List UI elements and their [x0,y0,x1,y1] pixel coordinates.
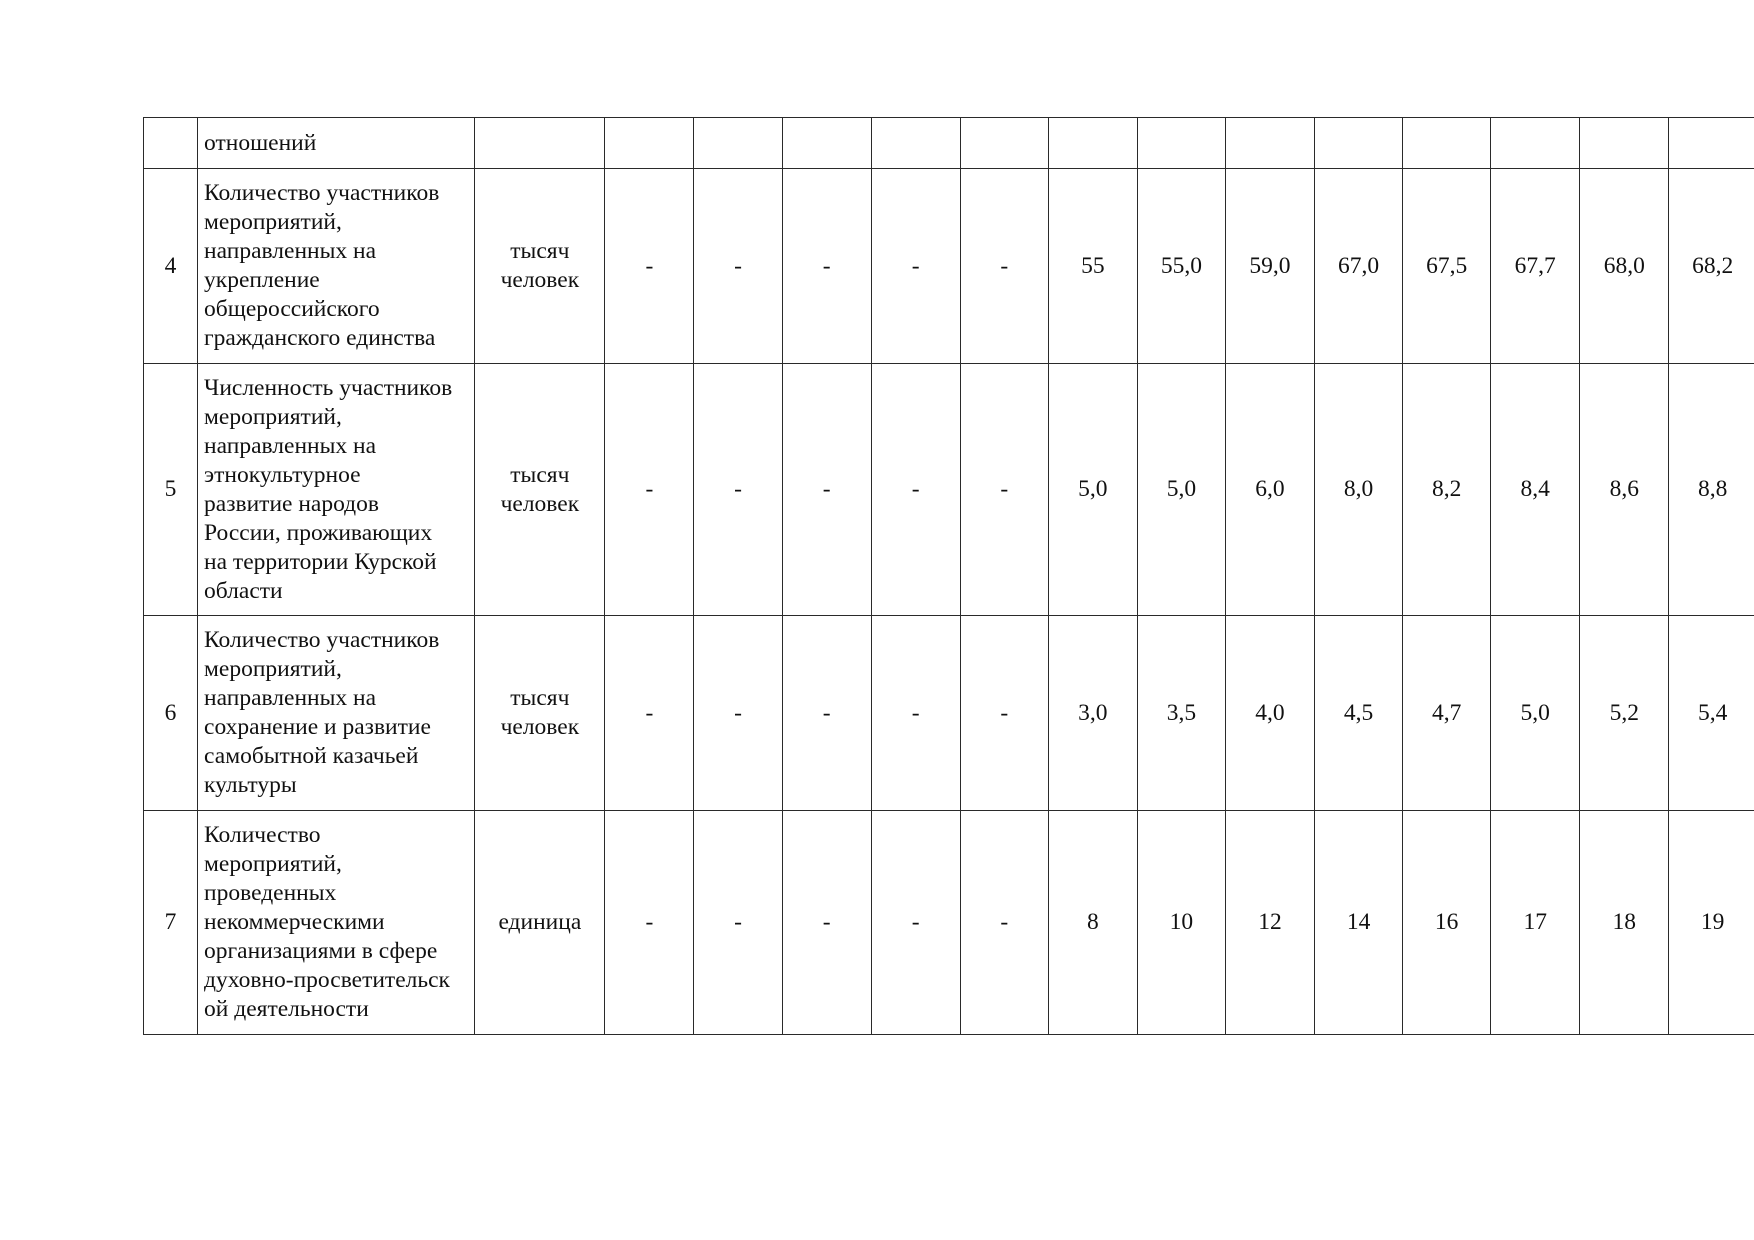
table-row [144,169,1754,364]
value-cell: - [960,811,1048,1035]
value-cell [605,118,694,169]
value-cell [694,118,782,169]
indicator-name-line: направленных на [204,685,377,711]
indicator-name-line: отношений [204,129,317,156]
value-cell: 4,7 [1403,616,1491,811]
value-cell: 8,6 [1580,364,1669,616]
value-cell [1315,118,1403,169]
unit-line: тысяч [510,461,570,488]
value-cell: 5,4 [1669,616,1754,811]
unit-line: тысяч [510,238,570,264]
value-cell [871,118,960,169]
indicator-name-line: развитие народов [204,490,379,517]
indicator-name [198,616,475,811]
row-number: 4 [144,169,198,364]
value-cell: 67,7 [1491,169,1580,364]
indicator-name [198,118,475,169]
indicator-name-line: мероприятий, [204,403,342,430]
value-cell [960,118,1048,169]
value-cell: - [782,616,871,811]
table-row [144,616,1754,811]
indicator-name-line: самобытной казачьей [204,743,419,769]
indicator-name-line: направленных на [204,238,377,264]
value-cell: 16 [1403,811,1491,1035]
indicator-name [198,364,475,616]
value-cell: - [694,616,782,811]
value-cell [1403,118,1491,169]
indicator-name-line: духовно-просветительск [204,967,450,993]
indicator-name-line: гражданского единства [204,325,436,351]
value-cell [1669,118,1754,169]
value-cell: 4,0 [1225,616,1314,811]
indicator-name-line: направленных на [204,432,377,459]
value-cell: - [871,811,960,1035]
value-cell: 67,5 [1403,169,1491,364]
unit-of-measure [475,364,605,616]
value-cell: 5,0 [1048,364,1137,616]
value-cell: - [782,811,871,1035]
indicator-name-line: общероссийского [204,296,380,322]
indicator-name-line: некоммерческими [204,909,385,935]
indicator-name [198,169,475,364]
unit-of-measure [475,616,605,811]
value-cell: 8 [1048,811,1137,1035]
indicator-name-line: Количество [204,822,321,848]
value-cell: 10 [1137,811,1225,1035]
table-row [144,364,1754,616]
indicator-name-line: на территории Курской [204,548,437,575]
value-cell: 4,5 [1315,616,1403,811]
value-cell: 3,5 [1137,616,1225,811]
value-cell: 12 [1225,811,1314,1035]
value-cell [1580,118,1669,169]
indicator-name-line: России, проживающих [204,519,433,546]
value-cell: - [605,811,694,1035]
value-cell: 8,8 [1669,364,1754,616]
value-cell: 8,4 [1491,364,1580,616]
unit-line: человек [500,267,580,293]
value-cell: 68,2 [1669,169,1754,364]
value-cell: 55,0 [1137,169,1225,364]
value-cell [782,118,871,169]
value-cell: 5,2 [1580,616,1669,811]
indicator-name-line: этнокультурное [204,461,361,488]
value-cell: - [605,616,694,811]
value-cell: - [960,364,1048,616]
value-cell: 67,0 [1315,169,1403,364]
value-cell: - [782,169,871,364]
value-cell: 6,0 [1225,364,1314,616]
row-number: 5 [144,364,198,616]
value-cell [1048,118,1137,169]
value-cell: 8,2 [1403,364,1491,616]
value-cell: - [960,169,1048,364]
value-cell: - [871,169,960,364]
indicator-name-line: области [204,577,283,604]
indicator-name-line: мероприятий, [204,851,342,877]
unit-of-measure [475,118,605,169]
value-cell: 68,0 [1580,169,1669,364]
unit-line: тысяч [510,685,570,711]
value-cell: 19 [1669,811,1754,1035]
value-cell: - [694,169,782,364]
unit-line: человек [500,714,580,740]
table-row [144,118,1754,169]
indicator-name-line: Количество участников [204,180,440,206]
value-cell: 14 [1315,811,1403,1035]
value-cell: - [960,616,1048,811]
indicator-name-line: мероприятий, [204,209,342,235]
indicator-name-line: организациями в сфере [204,938,438,964]
table-row [144,811,1754,1035]
indicator-name-line: Количество участников [204,627,440,653]
row-number [144,118,198,169]
value-cell: 3,0 [1048,616,1137,811]
value-cell: 5,0 [1491,616,1580,811]
value-cell: 8,0 [1315,364,1403,616]
indicator-name-line: Численность участников [204,374,453,401]
value-cell: 17 [1491,811,1580,1035]
value-cell: - [871,616,960,811]
value-cell: 5,0 [1137,364,1225,616]
indicator-name-line: укрепление [204,267,320,293]
value-cell: - [871,364,960,616]
value-cell [1225,118,1314,169]
indicator-name-line: проведенных [204,880,337,906]
value-cell: 55 [1048,169,1137,364]
indicator-name-line: мероприятий, [204,656,342,682]
value-cell: 18 [1580,811,1669,1035]
indicator-name-line: культуры [204,772,297,798]
value-cell [1137,118,1225,169]
indicators-table [143,117,1754,1035]
unit-of-measure [475,811,605,1035]
row-number: 7 [144,811,198,1035]
table-body [144,118,1754,1035]
indicator-name-line: сохранение и развитие [204,714,431,740]
value-cell: - [605,169,694,364]
unit-of-measure [475,169,605,364]
row-number: 6 [144,616,198,811]
indicator-name-line: ой деятельности [204,996,369,1022]
value-cell: - [782,364,871,616]
unit-line: единица [498,909,582,935]
indicator-name [198,811,475,1035]
value-cell: - [694,364,782,616]
value-cell: 59,0 [1225,169,1314,364]
value-cell [1491,118,1580,169]
value-cell: - [694,811,782,1035]
value-cell: - [605,364,694,616]
unit-line: человек [500,490,580,517]
